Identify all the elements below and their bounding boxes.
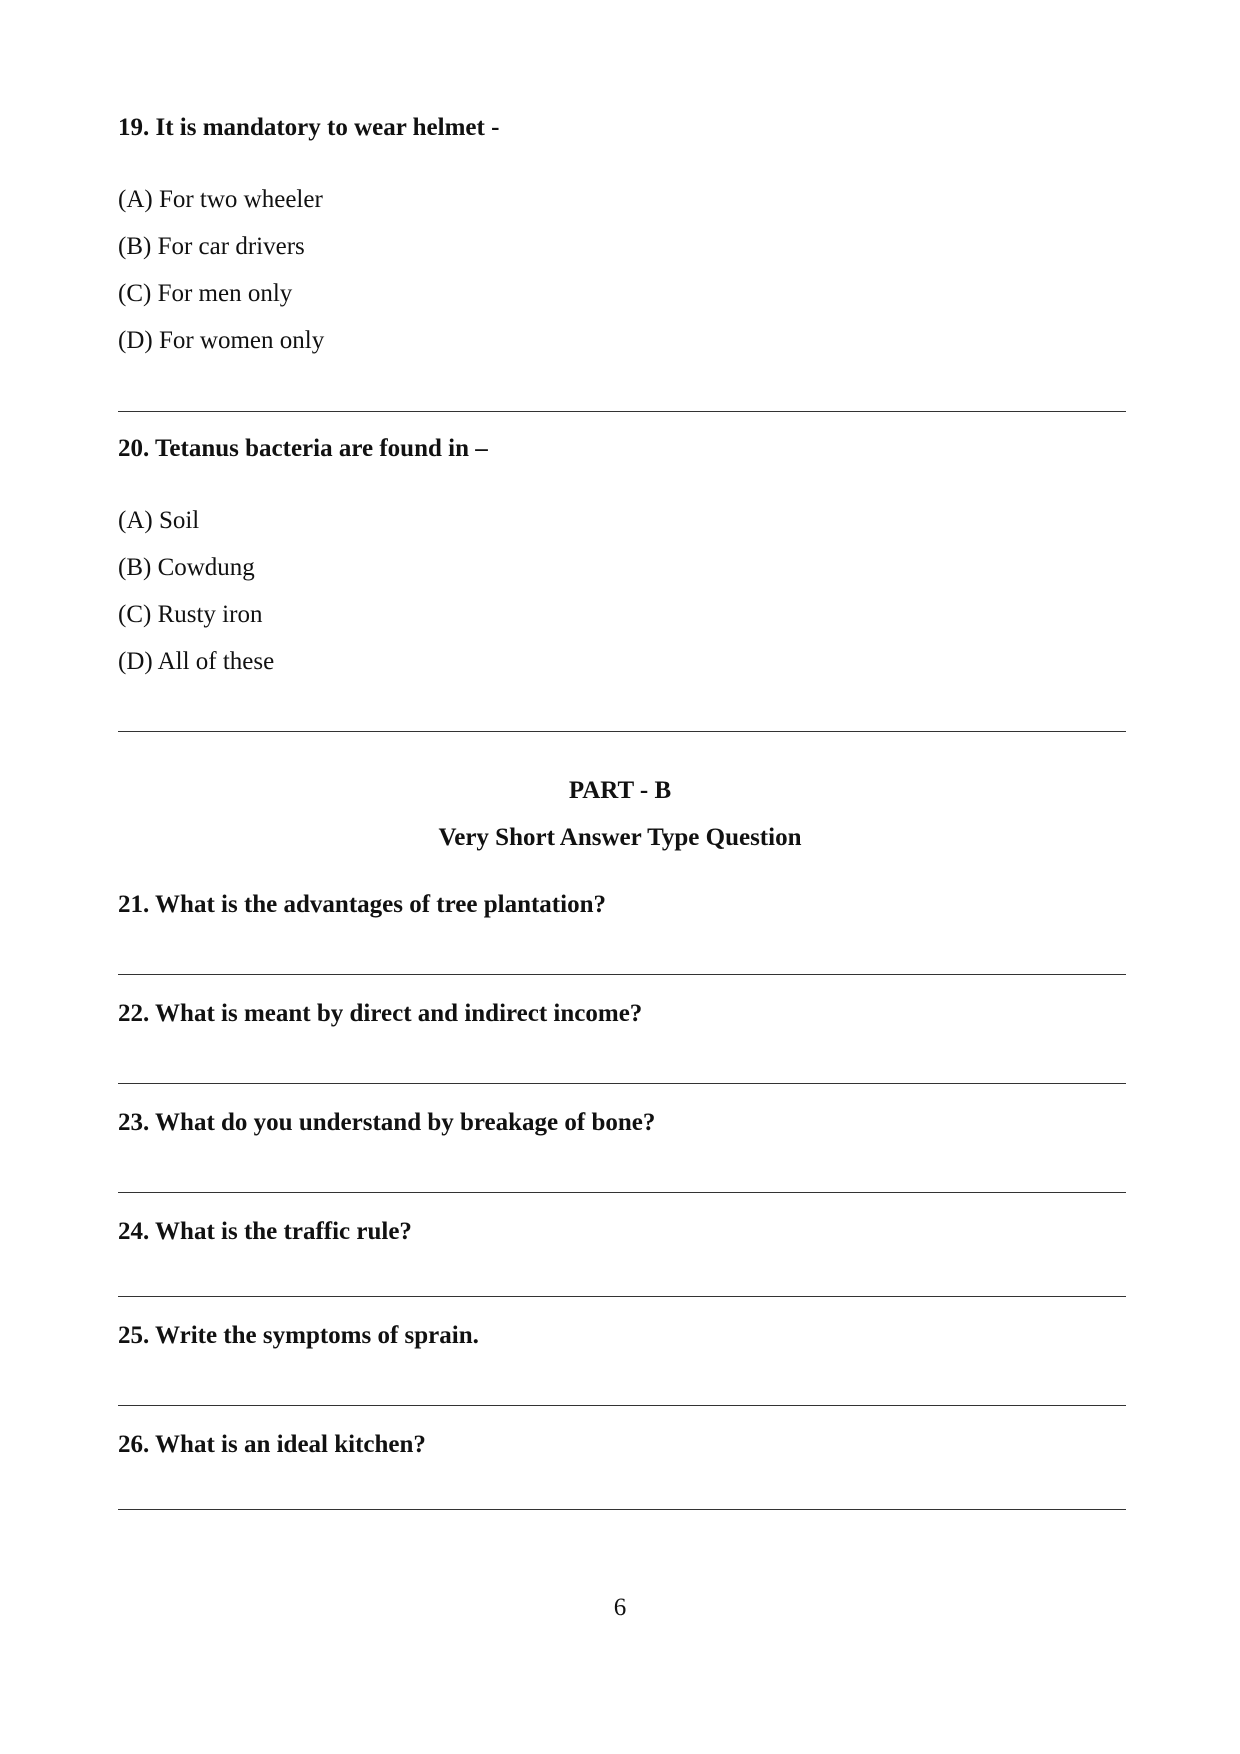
divider bbox=[118, 1509, 1126, 1510]
question-19-option-b: (B) For car drivers bbox=[118, 233, 305, 260]
divider bbox=[118, 411, 1126, 412]
question-19-option-d: (D) For women only bbox=[118, 327, 325, 354]
divider bbox=[118, 731, 1126, 732]
question-22: 22. What is meant by direct and indirect income? bbox=[118, 1000, 643, 1027]
page-number: 6 bbox=[613, 1594, 627, 1621]
question-26: 26. What is an ideal kitchen? bbox=[118, 1431, 426, 1458]
divider bbox=[118, 1405, 1126, 1406]
part-b-heading: PART - B bbox=[568, 777, 672, 804]
question-23: 23. What do you understand by breakage of bone? bbox=[118, 1109, 656, 1136]
divider bbox=[118, 1192, 1126, 1193]
question-21: 21. What is the advantages of tree plantation? bbox=[118, 891, 606, 918]
question-24: 24. What is the traffic rule? bbox=[118, 1218, 412, 1245]
divider bbox=[118, 974, 1126, 975]
divider bbox=[118, 1083, 1126, 1084]
question-20-title: 20. Tetanus bacteria are found in – bbox=[118, 435, 488, 462]
question-25: 25. Write the symptoms of sprain. bbox=[118, 1322, 479, 1349]
question-20-option-a: (A) Soil bbox=[118, 507, 200, 534]
question-20-option-d: (D) All of these bbox=[118, 648, 275, 675]
part-b-subheading: Very Short Answer Type Question bbox=[438, 824, 802, 851]
question-20-option-b: (B) Cowdung bbox=[118, 554, 255, 581]
question-19-option-a: (A) For two wheeler bbox=[118, 186, 323, 213]
question-20-option-c: (C) Rusty iron bbox=[118, 601, 263, 628]
question-19-option-c: (C) For men only bbox=[118, 280, 293, 307]
divider bbox=[118, 1296, 1126, 1297]
question-19-title: 19. It is mandatory to wear helmet - bbox=[118, 114, 500, 141]
